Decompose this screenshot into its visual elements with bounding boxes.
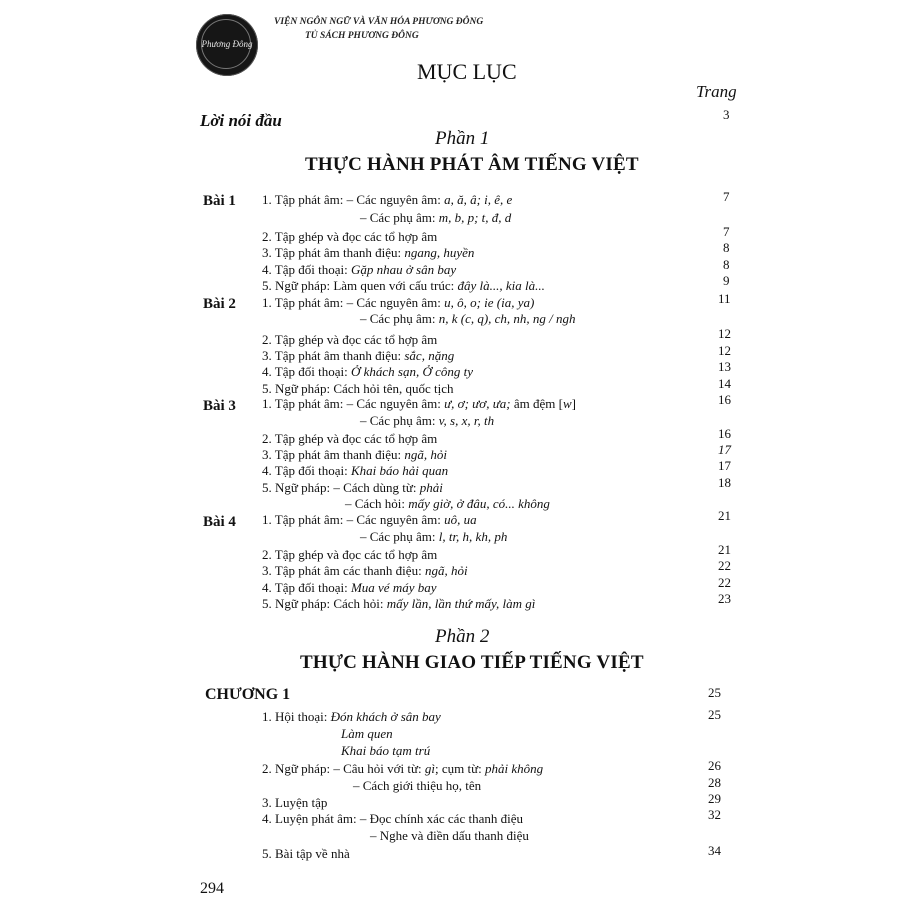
page-number: 16 <box>718 392 731 407</box>
toc-title: MỤC LỤC <box>417 59 517 84</box>
page-number: 14 <box>718 376 731 391</box>
toc-subline: Khai báo tạm trú <box>341 743 431 758</box>
lesson-3-label: Bài 3 <box>203 398 236 414</box>
publisher-line-2: TỦ SÁCH PHƯƠNG ĐÔNG <box>305 31 419 41</box>
page-number: 13 <box>718 359 731 374</box>
page-number: 22 <box>718 575 731 590</box>
page-number: 12 <box>718 343 731 358</box>
page-number: 29 <box>708 791 721 806</box>
logo-text: Phương Đông <box>201 39 253 49</box>
publisher-logo <box>196 14 258 76</box>
part-2-title: THỰC HÀNH GIAO TIẾP TIẾNG VIỆT <box>300 652 644 673</box>
toc-line: 3. Tập phát âm thanh điệu: sắc, nặng <box>262 348 455 363</box>
toc-line: 2. Tập ghép và đọc các tổ hợp âm <box>262 431 438 446</box>
toc-line: 1. Tập phát âm: – Các nguyên âm: u, ô, o; ie (ia, ya) <box>262 295 535 310</box>
page-number: 28 <box>708 775 721 790</box>
page-number: 32 <box>708 807 721 822</box>
lesson-2-label: Bài 2 <box>203 296 236 312</box>
lesson-1-label: Bài 1 <box>203 193 236 209</box>
page-number: 9 <box>723 273 730 288</box>
page-number: 12 <box>718 326 731 341</box>
preface-page: 3 <box>723 107 730 122</box>
page-column-label: Trang <box>696 82 737 101</box>
toc-subline: Làm quen <box>341 726 393 741</box>
toc-line: 1. Hội thoại: Đón khách ở sân bay <box>262 709 441 724</box>
preface-entry: Lời nói đầu <box>200 111 282 130</box>
part-1-label: Phần 1 <box>435 128 490 149</box>
toc-line: 2. Tập ghép và đọc các tổ hợp âm <box>262 332 438 347</box>
page-number: 26 <box>708 758 721 773</box>
toc-line: 4. Luyện phát âm: – Đọc chính xác các thanh điệu <box>262 811 523 826</box>
toc-line: 5. Ngữ pháp: Cách hỏi tên, quốc tịch <box>262 381 454 396</box>
toc-line: 5. Ngữ pháp: Cách hỏi: mấy lần, lần thứ mấy, làm gì <box>262 596 536 611</box>
page-number: 25 <box>708 707 721 722</box>
toc-line: 5. Ngữ pháp: Làm quen với cấu trúc: đây là..., kia là... <box>262 278 545 293</box>
toc-line: 2. Tập ghép và đọc các tổ hợp âm <box>262 547 438 562</box>
toc-line: 5. Bài tập về nhà <box>262 846 350 861</box>
toc-line: 3. Tập phát âm thanh điệu: ngang, huyền <box>262 245 475 260</box>
page-number: 21 <box>718 542 731 557</box>
book-page-number: 294 <box>200 880 224 897</box>
page-number: 7 <box>723 224 730 239</box>
toc-line: 3. Tập phát âm các thanh điệu: ngã, hỏi <box>262 563 468 578</box>
page-number: 8 <box>723 257 730 272</box>
toc-line: 2. Tập ghép và đọc các tổ hợp âm <box>262 229 438 244</box>
toc-line: 4. Tập đối thoại: Khai báo hải quan <box>262 463 449 478</box>
publisher-line-1: VIỆN NGÔN NGỮ VÀ VĂN HÓA PHƯƠNG ĐÔNG <box>274 17 484 27</box>
page-number: 18 <box>718 475 731 490</box>
toc-line: 1. Tập phát âm: – Các nguyên âm: uô, ua <box>262 512 477 527</box>
toc-subline: – Các phụ âm: l, tr, h, kh, ph <box>360 529 508 544</box>
page-number: 21 <box>718 508 731 523</box>
toc-subline: – Cách hỏi: mấy giờ, ở đâu, có... không <box>345 496 550 511</box>
toc-line: 4. Tập đối thoại: Gặp nhau ở sân bay <box>262 262 457 277</box>
toc-line: 5. Ngữ pháp: – Cách dùng từ: phải <box>262 480 443 495</box>
toc-line: 1. Tập phát âm: – Các nguyên âm: a, ă, â; i, ê, e <box>262 192 513 207</box>
page-number: 17 <box>718 442 731 457</box>
page-number: 23 <box>718 591 731 606</box>
page-number: 8 <box>723 240 730 255</box>
page-number: 16 <box>718 426 731 441</box>
toc-subline: – Nghe và điền dấu thanh điệu <box>370 828 529 843</box>
page-number: 11 <box>718 291 731 306</box>
page-number: 25 <box>708 685 721 700</box>
toc-line: 3. Luyện tập <box>262 795 328 810</box>
toc-subline: – Cách giới thiệu họ, tên <box>353 778 482 793</box>
page-number: 17 <box>718 458 731 473</box>
toc-line: 2. Ngữ pháp: – Câu hỏi với từ: gì; cụm từ: phải không <box>262 761 544 776</box>
toc-line: 4. Tập đối thoại: Ở khách sạn, Ở công ty <box>262 364 473 379</box>
toc-subline: – Các phụ âm: m, b, p; t, đ, d <box>360 210 512 225</box>
page-number: 7 <box>723 189 730 204</box>
toc-line: 4. Tập đối thoại: Mua vé máy bay <box>262 580 437 595</box>
page-number: 22 <box>718 558 731 573</box>
toc-subline: – Các phụ âm: v, s, x, r, th <box>360 413 495 428</box>
lesson-4-label: Bài 4 <box>203 514 236 530</box>
page-number: 34 <box>708 843 721 858</box>
chapter-1-label: CHƯƠNG 1 <box>205 686 291 703</box>
toc-subline: – Các phụ âm: n, k (c, q), ch, nh, ng / ngh <box>360 311 576 326</box>
part-1-title: THỰC HÀNH PHÁT ÂM TIẾNG VIỆT <box>305 154 639 175</box>
toc-line: 3. Tập phát âm thanh điệu: ngã, hỏi <box>262 447 447 462</box>
part-2-label: Phần 2 <box>435 626 490 647</box>
toc-line: 1. Tập phát âm: – Các nguyên âm: ư, ơ; ươ, ưa; âm đệm [w] <box>262 396 576 411</box>
